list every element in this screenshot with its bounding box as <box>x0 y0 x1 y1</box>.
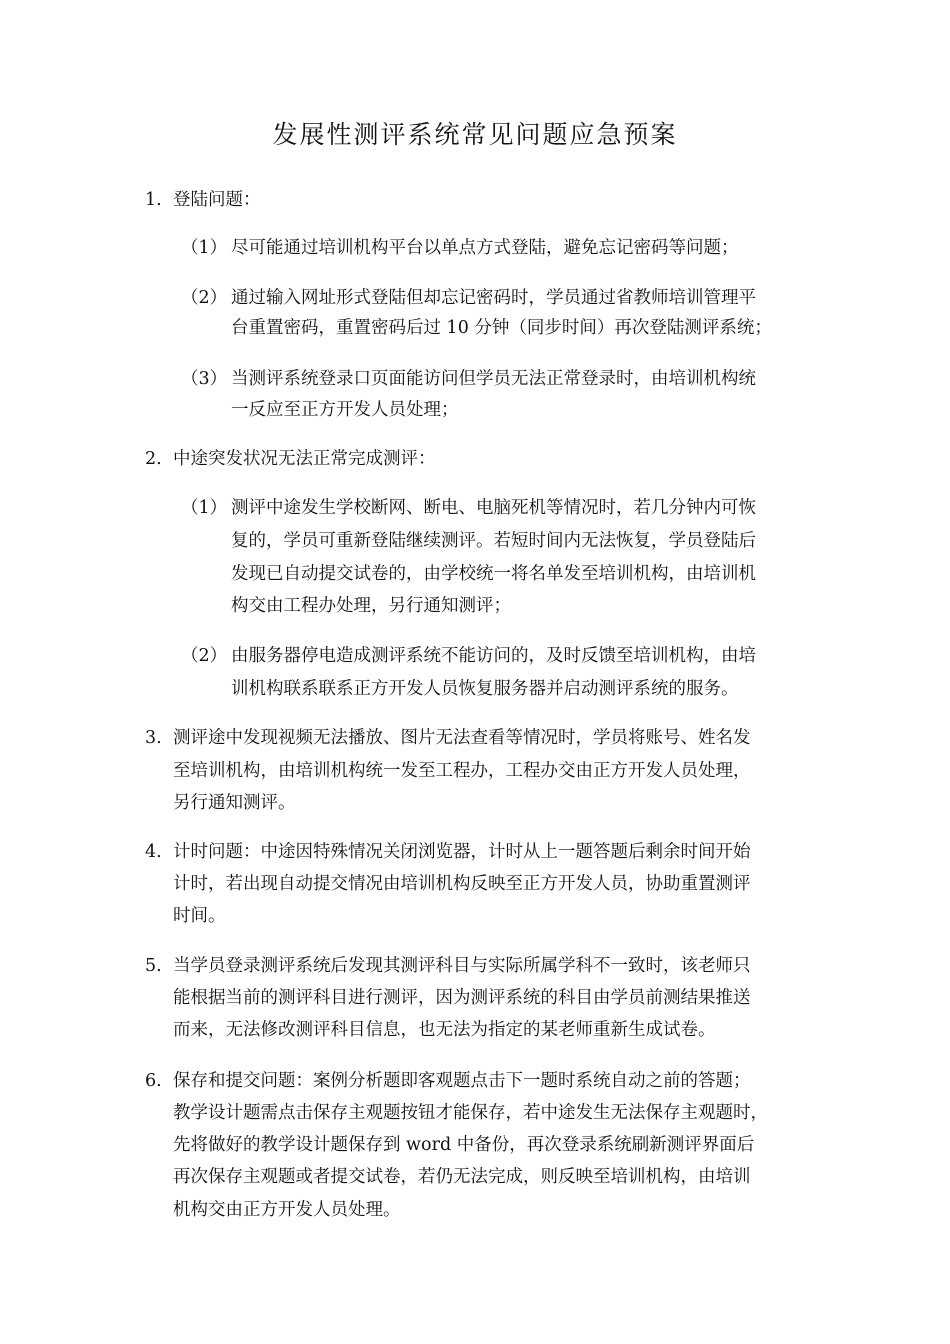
section-number: 1. <box>145 190 162 210</box>
section-number: 4. <box>145 842 162 862</box>
item-label: （2） <box>181 288 228 308</box>
item-label: （2） <box>181 646 228 666</box>
section-heading: 登陆问题： <box>173 190 261 210</box>
item-line: 当测评系统登录口页面能访问但学员无法正常登录时，由培训机构统 <box>231 369 756 389</box>
section-line: 能根据当前的测评科目进行测评，因为测评系统的科目由学员前测结果推送 <box>173 988 751 1008</box>
section-number: 3. <box>145 728 162 748</box>
section-line: 保存和提交问题：案例分析题即客观题点击下一题时系统自动之前的答题； <box>173 1071 751 1091</box>
item-label: （3） <box>181 369 228 389</box>
section-line: 另行通知测评。 <box>173 793 296 813</box>
section-number: 5. <box>145 956 162 976</box>
item-line: 由服务器停电造成测评系统不能访问的，及时反馈至培训机构，由培 <box>231 646 756 666</box>
item-line: 台重置密码，重置密码后过 10 分钟（同步时间）再次登陆测评系统； <box>231 318 772 338</box>
section-line: 至培训机构，由培训机构统一发至工程办，工程办交由正方开发人员处理， <box>173 761 751 781</box>
section-line: 再次保存主观题或者提交试卷，若仍无法完成，则反映至培训机构，由培训 <box>173 1167 751 1187</box>
section-line: 时间。 <box>173 906 226 926</box>
section-line: 计时，若出现自动提交情况由培训机构反映至正方开发人员，协助重置测评 <box>173 874 751 894</box>
item-line: 一反应至正方开发人员处理； <box>231 400 459 420</box>
section-number: 2. <box>145 449 162 469</box>
item-label: （1） <box>181 238 228 258</box>
item-label: （1） <box>181 498 228 518</box>
document-title: 发展性测评系统常见问题应急预案 <box>272 120 678 149</box>
section-line: 计时问题：中途因特殊情况关闭浏览器，计时从上一题答题后剩余时间开始 <box>173 842 751 862</box>
section-line: 测评途中发现视频无法播放、图片无法查看等情况时，学员将账号、姓名发 <box>173 728 751 748</box>
section-line: 先将做好的教学设计题保存到 word 中备份，再次登录系统刷新测评界面后 <box>173 1135 755 1155</box>
section-line: 教学设计题需点击保存主观题按钮才能保存，若中途发生无法保存主观题时， <box>173 1103 768 1123</box>
section-line: 而来，无法修改测评科目信息，也无法为指定的某老师重新生成试卷。 <box>173 1020 716 1040</box>
section-line: 当学员登录测评系统后发现其测评科目与实际所属学科不一致时，该老师只 <box>173 956 751 976</box>
item-line: 通过输入网址形式登陆但却忘记密码时，学员通过省教师培训管理平 <box>231 288 756 308</box>
item-line: 发现已自动提交试卷的，由学校统一将名单发至培训机构，由培训机 <box>231 564 756 584</box>
item-line: 构交由工程办处理，另行通知测评； <box>231 596 511 616</box>
item-line: 尽可能通过培训机构平台以单点方式登陆，避免忘记密码等问题； <box>231 238 739 258</box>
section-heading: 中途突发状况无法正常完成测评： <box>173 449 436 469</box>
item-line: 测评中途发生学校断网、断电、电脑死机等情况时，若几分钟内可恢 <box>231 498 756 518</box>
item-line: 训机构联系联系正方开发人员恢复服务器并启动测评系统的服务。 <box>231 679 739 699</box>
section-number: 6. <box>145 1071 162 1091</box>
item-line: 复的，学员可重新登陆继续测评。若短时间内无法恢复，学员登陆后 <box>231 531 756 551</box>
section-line: 机构交由正方开发人员处理。 <box>173 1200 401 1220</box>
